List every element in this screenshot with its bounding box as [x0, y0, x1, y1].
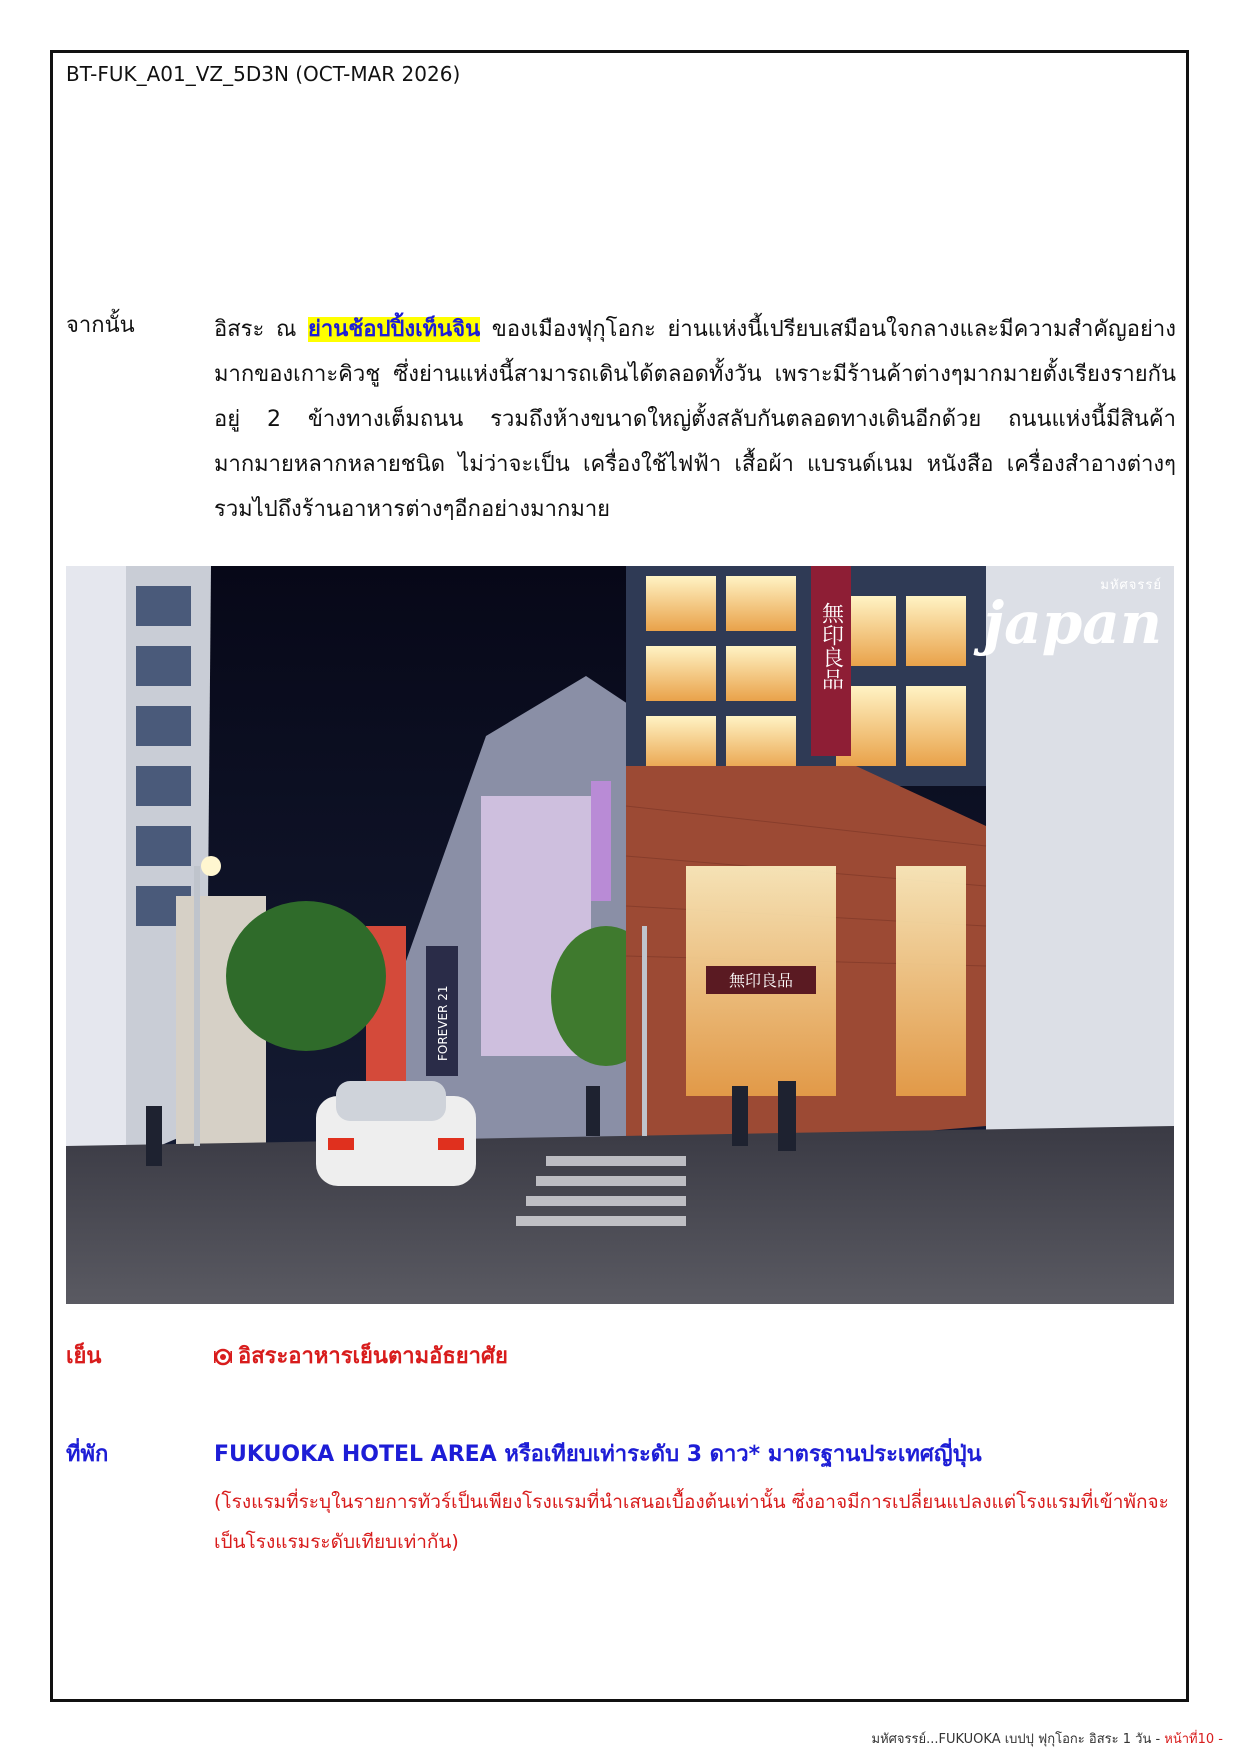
hotel-note: (โรงแรมที่ระบุในรายการทัวร์เป็นเพียงโรงแรมที่นำเสนอเบื้องต้นเท่านั้น ซึ่งอาจมีการเปลี่ยนแปลงแต่โรงแรมที่เข้าพักจะเป็นโรงแรมระดับเทียบเท่ากัน): [214, 1491, 1169, 1553]
page-footer: [872, 1728, 1224, 1749]
forever21-sign: FOREVER 21: [436, 985, 450, 1061]
dinner-label: เย็น: [66, 1344, 102, 1369]
dinner-row: [214, 1338, 508, 1373]
plate-cutlery-icon: [214, 1347, 232, 1365]
watermark-big-text: japan: [983, 589, 1162, 657]
dinner-text: อิสระอาหารเย็นตามอัธยาศัย: [238, 1344, 508, 1369]
after-label: จากนั้น: [66, 313, 135, 338]
muji-vertical-sign: 無印良品: [818, 602, 844, 690]
document-code: BT-FUK_A01_VZ_5D3N (OCT-MAR 2026): [66, 62, 461, 86]
tenjin-street-photo: [66, 566, 1174, 1304]
tenjin-highlight: ย่านช้อปปิ้งเท็นจิน: [308, 317, 481, 342]
hotel-text: FUKUOKA HOTEL AREA หรือเทียบเท่าระดับ 3 ดาว* มาตรฐานประเทศญี่ปุ่น: [214, 1442, 982, 1467]
footer-text: มหัศจรรย์...FUKUOKA เบปปุ ฟุกุโอกะ อิสระ 1 วัน -: [871, 1732, 1165, 1747]
tenjin-description: [214, 307, 1176, 532]
watermark-small-text: มหัศจรรย์: [1100, 578, 1162, 593]
muji-front-sign: 無印良品: [728, 971, 794, 990]
description-prefix: อิสระ ณ: [214, 317, 309, 342]
description-body: ของเมืองฟุกุโอกะ ย่านแห่งนี้เปรียบเสมือนใจกลางและมีความสำคัญอย่างมากของเกาะคิวชู ซึ่งย่านแห่งนี้สามารถเดินได้ตลอดทั้งวัน เพราะมีร้านค้าต่างๆมากมายตั้งเรียงรายกันอยู่ 2 ข้างทางเต็มถนน รวมถึงห้างขนาดใหญ่ตั้งสลับกันตลอดทางเดินอีกด้วย ถนนแห่งนี้มีสินค้ามากมายหลากหลายชนิด ไม่ว่าจะเป็น เครื่องใช้ไฟฟ้า เสื้อผ้า แบรนด์เนม หนังสือ เครื่องสำอางต่างๆรวมไปถึงร้านอาหารต่างๆอีกอย่างมากมาย: [214, 317, 1176, 522]
page-number: หน้าที่10 -: [1164, 1732, 1223, 1747]
japan-watermark: [983, 574, 1162, 657]
hotel-label: ที่พัก: [66, 1442, 109, 1467]
